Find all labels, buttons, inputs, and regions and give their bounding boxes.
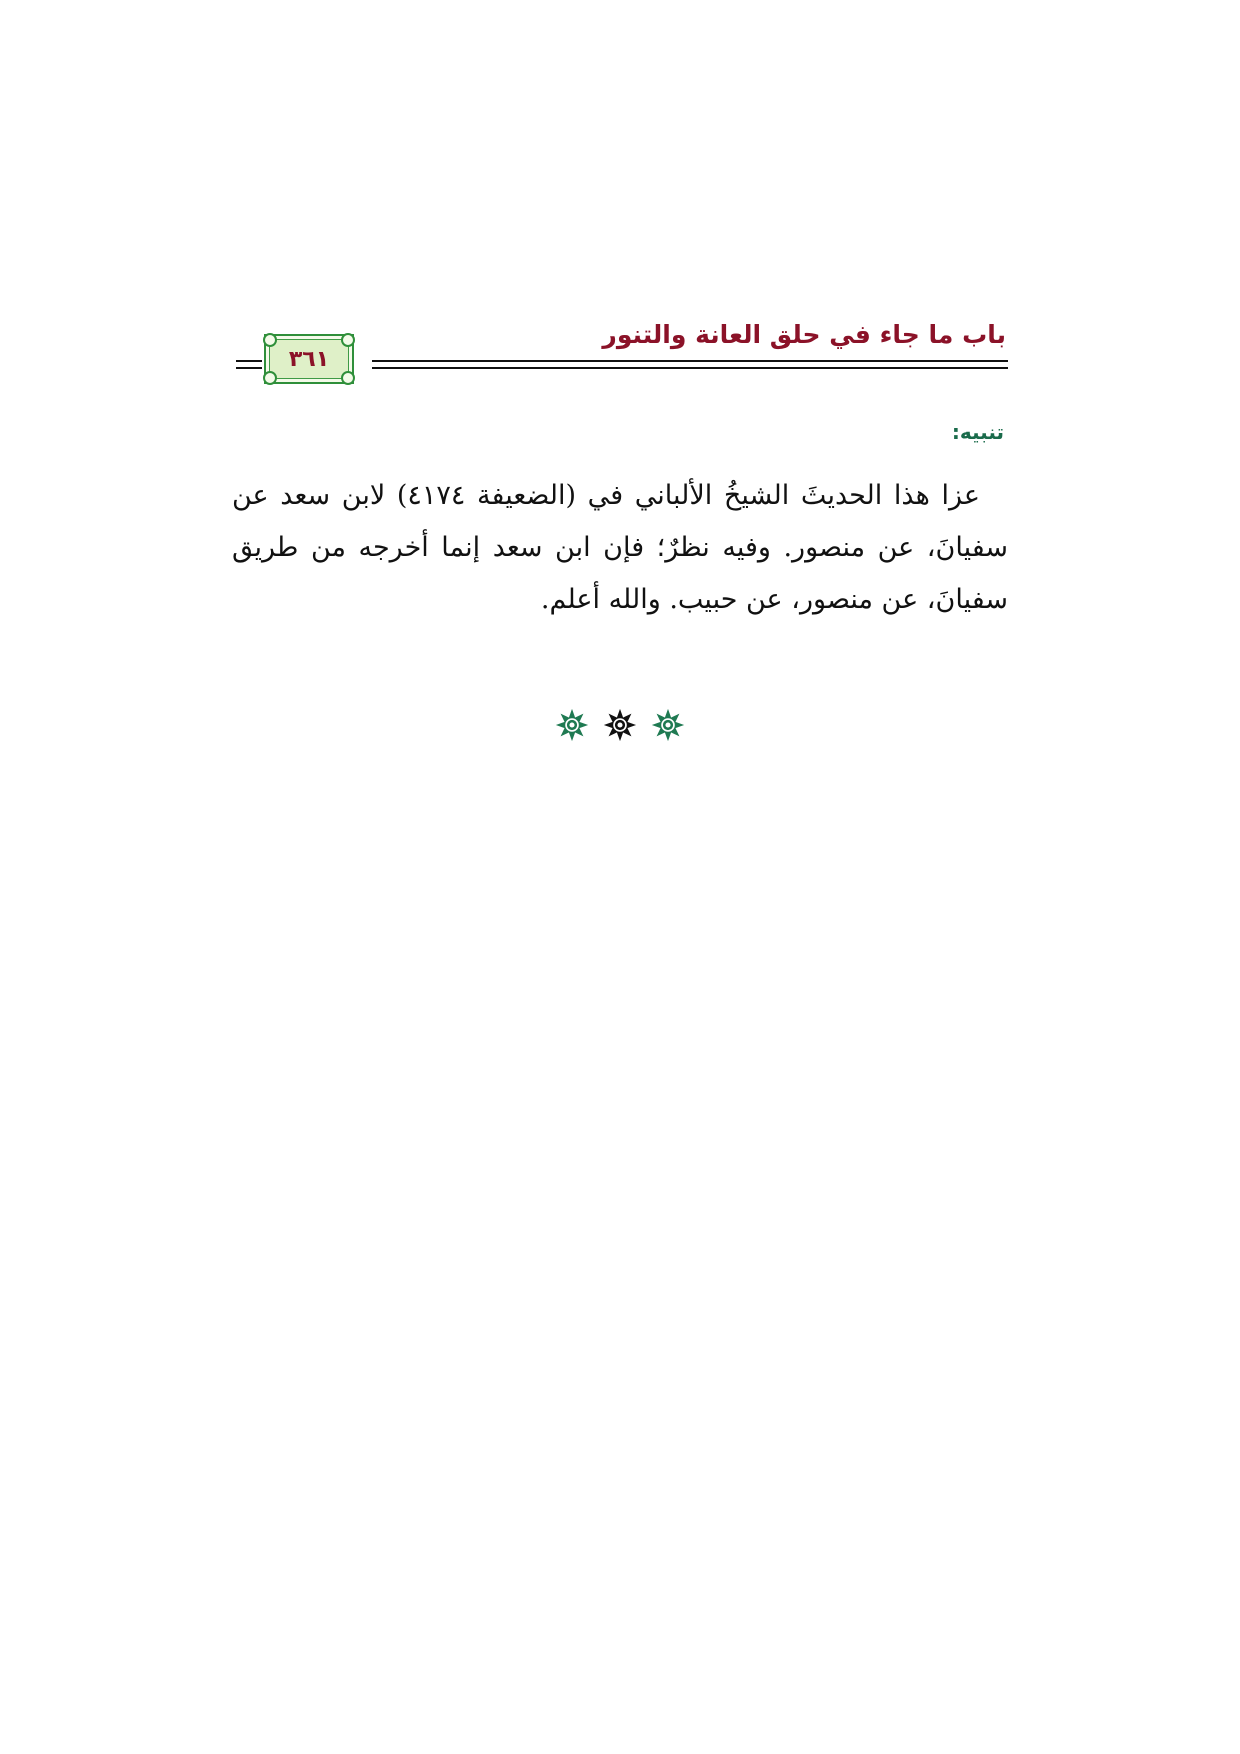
header-rule-left-top: [236, 360, 262, 362]
header-rule-bottom: [372, 367, 1008, 369]
star-ornament-icon: [555, 708, 589, 742]
star-ornament-icon: [651, 708, 685, 742]
star-ornament-icon: [603, 708, 637, 742]
chapter-title: باب ما جاء في حلق العانة والتنور: [602, 320, 1006, 349]
header-rule-left-bottom: [236, 367, 262, 369]
page-number-badge: [264, 334, 354, 384]
paragraph: عزا هذا الحديثَ الشيخُ الألباني في (الضعيفة ٤١٧٤) لابن سعد عن سفيانَ، عن منصور. وفيه نظرٌ؛ فإن ابن سعد إنما أخرجه من طريق سفيانَ، عن منصور، عن حبيب. والله أعلم.: [232, 480, 1008, 615]
note-label: تنبيه:: [951, 420, 1004, 444]
header-rule-top: [372, 360, 1008, 362]
section-end-ornaments: [0, 708, 1240, 742]
page-number: ٣٦١: [288, 346, 330, 372]
body-text: [232, 470, 1008, 626]
